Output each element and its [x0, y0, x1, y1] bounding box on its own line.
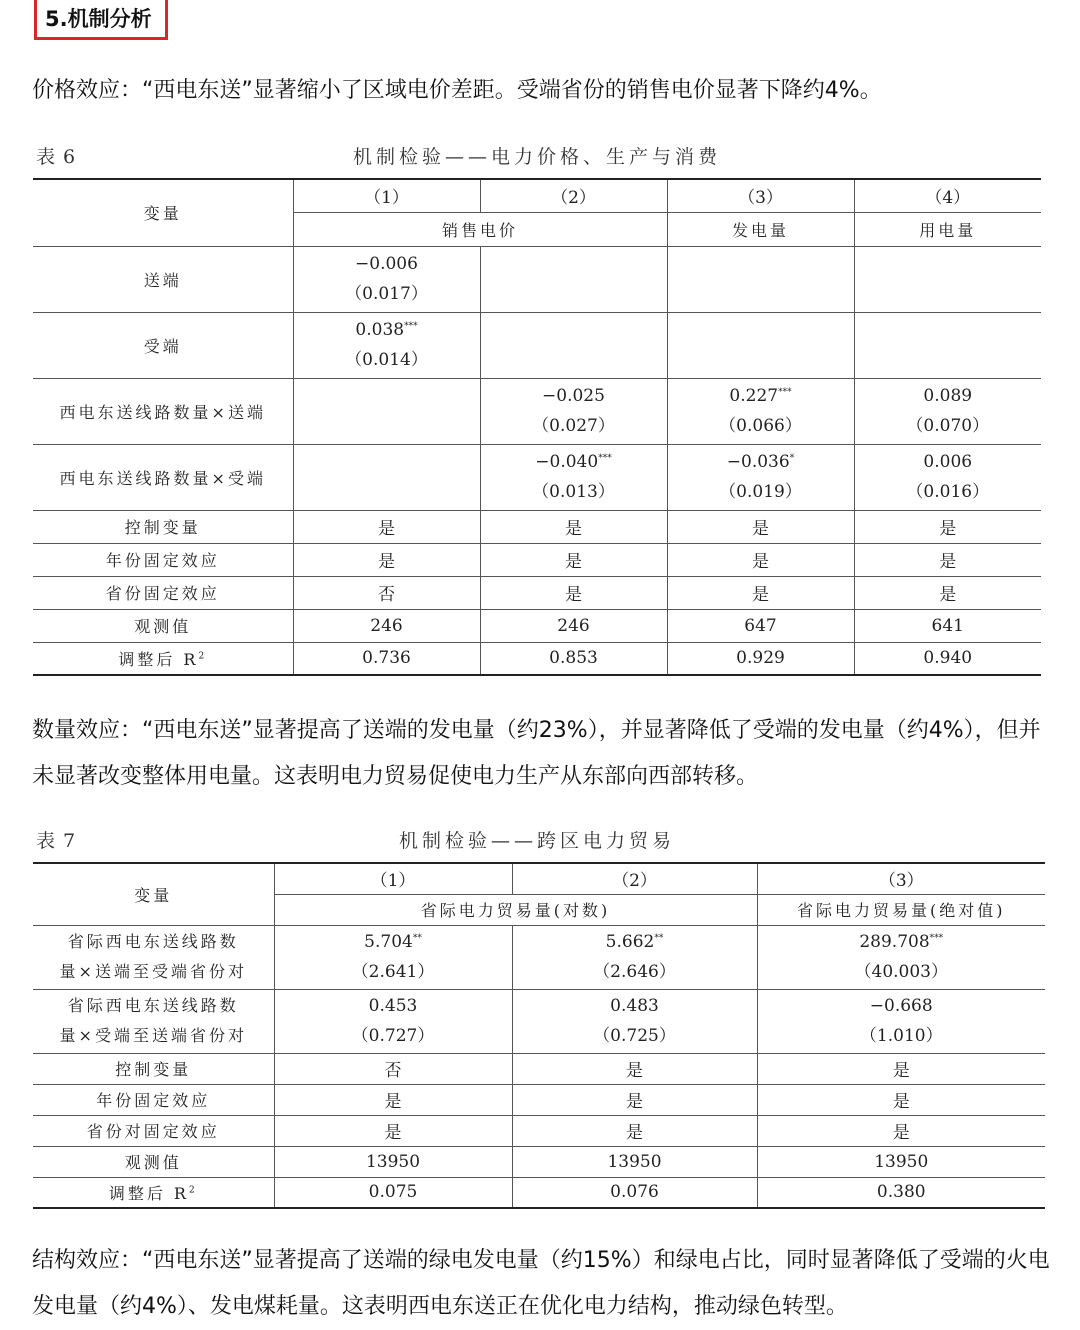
standard-error: （2.641）	[351, 962, 435, 982]
coef-value: −0.036	[726, 452, 790, 472]
row-label-text: 观测值	[134, 617, 192, 636]
value-cell: 是	[512, 1084, 757, 1115]
table7	[33, 862, 1045, 1209]
table6	[33, 178, 1041, 676]
coef-cell	[667, 312, 854, 378]
row-label-text: 年份固定效应	[96, 1091, 211, 1110]
value-cell: 是	[274, 1115, 512, 1146]
value-cell: 0.929	[667, 642, 854, 675]
row-label	[33, 925, 274, 989]
coefficient	[855, 447, 1042, 477]
table6-title: 机制检验——电力价格、生产与消费	[352, 146, 721, 168]
row-label-text: 年份固定效应	[105, 551, 220, 570]
coef-value: −0.040	[535, 452, 599, 472]
row-label-text: 观测值	[124, 1153, 182, 1172]
coef-cell	[757, 925, 1045, 989]
coef-cell	[854, 378, 1041, 444]
table-row	[33, 1053, 1045, 1084]
coefficient	[481, 447, 667, 477]
value-cell: 是	[293, 510, 480, 543]
coefficient	[758, 991, 1046, 1021]
standard-error: （0.016）	[906, 482, 990, 502]
table-row	[33, 1084, 1045, 1115]
coefficient	[513, 991, 757, 1021]
coef-value: 0.483	[610, 996, 659, 1016]
table7-depvar: 省际电力贸易量(对数)	[274, 894, 757, 925]
value-cell: 是	[480, 543, 667, 576]
table7-depvar: 省际电力贸易量(绝对值)	[757, 894, 1045, 925]
coef-cell	[480, 378, 667, 444]
row-label-text: 调整后 R	[118, 649, 199, 669]
value-cell: 246	[293, 609, 480, 642]
coef-value: 5.704	[364, 932, 413, 952]
row-label	[33, 510, 293, 543]
significance-stars: **	[654, 933, 664, 944]
coef-cell	[512, 989, 757, 1053]
coef-cell	[667, 246, 854, 312]
table6-caption	[32, 142, 1042, 172]
row-label: 受端	[33, 312, 293, 378]
coef-stack	[513, 927, 757, 987]
row-label: 西电东送线路数量×受端	[33, 444, 293, 510]
standard-error: （1.010）	[859, 1026, 943, 1046]
significance-stars: **	[412, 933, 422, 944]
coef-cell	[274, 925, 512, 989]
coef-value: −0.025	[542, 386, 605, 406]
coef-cell	[293, 246, 480, 312]
coefficient	[275, 927, 512, 957]
row-label-text: 控制变量	[124, 518, 201, 537]
significance-stars: ***	[778, 387, 792, 398]
coef-cell	[480, 246, 667, 312]
value-cell: 0.853	[480, 642, 667, 675]
row-label: 西电东送线路数量×送端	[33, 378, 293, 444]
coefficient	[668, 447, 854, 477]
table-row	[33, 312, 1041, 378]
value-cell: 0.380	[757, 1177, 1045, 1208]
value-cell: 是	[512, 1115, 757, 1146]
table6-colnum: （1）	[293, 179, 480, 212]
coef-stack	[481, 447, 667, 507]
coefficient	[275, 991, 512, 1021]
coef-stack	[668, 381, 854, 441]
coef-cell	[854, 444, 1041, 510]
coef-stack	[275, 991, 512, 1051]
table6-var-header: 变量	[33, 179, 293, 246]
coef-value: 0.089	[923, 386, 973, 406]
standard-error: （0.725）	[593, 1026, 676, 1046]
row-label	[33, 1146, 274, 1177]
coef-stack	[294, 315, 480, 375]
row-label	[33, 1177, 274, 1208]
value-cell: 是	[667, 510, 854, 543]
value-cell: 是	[274, 1084, 512, 1115]
table7-colnum: （3）	[757, 863, 1045, 894]
table-row	[33, 609, 1041, 642]
value-cell: 是	[854, 576, 1041, 609]
value-cell: 246	[480, 609, 667, 642]
standard-error: （40.003）	[854, 962, 948, 982]
coef-cell	[667, 378, 854, 444]
table7-var-header: 变量	[33, 863, 274, 925]
coef-cell	[293, 444, 480, 510]
significance-stars: *	[789, 453, 795, 464]
table-row	[33, 925, 1045, 989]
superscript: 2	[188, 1185, 198, 1196]
row-label-line: 省际西电东送线路数	[67, 996, 239, 1015]
row-label-text: 调整后 R	[108, 1183, 189, 1203]
table-row	[33, 543, 1041, 576]
section-heading: 5.机制分析	[34, 0, 168, 40]
value-cell: 是	[757, 1053, 1045, 1084]
table6-depvar: 用电量	[854, 212, 1041, 246]
coef-cell	[757, 989, 1045, 1053]
coefficient	[668, 381, 854, 411]
value-cell: 13950	[274, 1146, 512, 1177]
value-cell: 是	[667, 543, 854, 576]
row-label	[33, 609, 293, 642]
value-cell: 0.736	[293, 642, 480, 675]
coef-value: 289.708	[859, 932, 930, 952]
value-cell: 是	[854, 543, 1041, 576]
table6-colnum: （4）	[854, 179, 1041, 212]
table7-title: 机制检验——跨区电力贸易	[398, 830, 675, 852]
coef-value: 0.227	[729, 386, 779, 406]
value-cell: 否	[274, 1053, 512, 1084]
value-cell: 0.940	[854, 642, 1041, 675]
standard-error: （2.646）	[593, 962, 676, 982]
table-row	[33, 576, 1041, 609]
value-cell: 是	[480, 576, 667, 609]
table6-colnum: （3）	[667, 179, 854, 212]
row-label-text: 控制变量	[115, 1060, 192, 1079]
coef-cell	[854, 246, 1041, 312]
coefficient	[294, 249, 480, 279]
price-effect-paragraph: 价格效应：“西电东送”显著缩小了区域电价差距。受端省份的销售电价显著下降约4%。	[32, 78, 882, 103]
table6-depvar: 发电量	[667, 212, 854, 246]
coef-cell	[512, 925, 757, 989]
value-cell: 是	[480, 510, 667, 543]
coef-stack	[855, 447, 1042, 507]
table7-colnum: （1）	[274, 863, 512, 894]
coefficient	[758, 927, 1046, 957]
coef-stack	[513, 991, 757, 1051]
coef-cell	[854, 312, 1041, 378]
coef-value: 0.038	[355, 320, 405, 340]
table-row	[33, 246, 1041, 312]
value-cell: 否	[293, 576, 480, 609]
table6-number: 表 6	[36, 146, 77, 168]
coef-stack	[275, 927, 512, 987]
row-label	[33, 1053, 274, 1084]
standard-error: （0.017）	[345, 284, 428, 304]
coef-stack	[481, 381, 667, 441]
row-label-line: 量×送端至受端省份对	[59, 962, 247, 981]
coef-value: 0.006	[923, 452, 973, 472]
standard-error: （0.727）	[351, 1026, 435, 1046]
coef-cell	[293, 378, 480, 444]
value-cell: 是	[667, 576, 854, 609]
value-cell: 0.075	[274, 1177, 512, 1208]
row-label-line: 量×受端至送端省份对	[59, 1026, 247, 1045]
coefficient	[513, 927, 757, 957]
row-label: 送端	[33, 246, 293, 312]
significance-stars: ***	[404, 321, 418, 332]
row-label	[33, 1115, 274, 1146]
coef-value: −0.006	[355, 254, 418, 274]
row-label	[33, 1084, 274, 1115]
table-row	[33, 444, 1041, 510]
row-label	[33, 576, 293, 609]
coefficient	[294, 315, 480, 345]
coef-value: 5.662	[605, 932, 655, 952]
value-cell: 0.076	[512, 1177, 757, 1208]
value-cell: 是	[757, 1084, 1045, 1115]
coef-stack	[758, 927, 1046, 987]
row-label	[33, 543, 293, 576]
row-label	[33, 642, 293, 675]
table-row	[33, 378, 1041, 444]
standard-error: （0.027）	[532, 416, 615, 436]
significance-stars: ***	[929, 933, 944, 944]
coef-value: 0.453	[368, 996, 418, 1016]
standard-error: （0.014）	[345, 350, 428, 370]
coef-stack	[294, 249, 480, 309]
table-row	[33, 642, 1041, 675]
value-cell: 647	[667, 609, 854, 642]
coef-cell	[274, 989, 512, 1053]
table7-colnum: （2）	[512, 863, 757, 894]
significance-stars: ***	[598, 453, 612, 464]
row-label	[33, 989, 274, 1053]
coef-stack	[758, 991, 1046, 1051]
row-label-line: 省际西电东送线路数	[67, 932, 239, 951]
value-cell: 是	[512, 1053, 757, 1084]
coef-cell	[480, 444, 667, 510]
standard-error: （0.013）	[532, 482, 615, 502]
table7-number: 表 7	[36, 830, 77, 852]
coef-cell	[480, 312, 667, 378]
value-cell: 是	[757, 1115, 1045, 1146]
value-cell: 13950	[757, 1146, 1045, 1177]
structure-effect-paragraph: 结构效应：“西电东送”显著提高了送端的绿电发电量（约15%）和绿电占比，同时显著降低了受端的火电发电量（约4%）、发电煤耗量。这表明西电东送正在优化电力结构，推动绿色转型。	[32, 1248, 1050, 1319]
value-cell: 是	[293, 543, 480, 576]
table-row	[33, 1146, 1045, 1177]
coef-cell	[667, 444, 854, 510]
row-label-text: 省份固定效应	[105, 584, 220, 603]
coef-stack	[668, 447, 854, 507]
coefficient	[481, 381, 667, 411]
row-label-stack	[33, 927, 274, 987]
standard-error: （0.066）	[719, 416, 802, 436]
quantity-effect-paragraph: 数量效应：“西电东送”显著提高了送端的发电量（约23%），并显著降低了受端的发电量（约4%），但并未显著改变整体用电量。这表明电力贸易促使电力生产从东部向西部转移。	[32, 718, 1041, 789]
table-row	[33, 1115, 1045, 1146]
standard-error: （0.070）	[906, 416, 990, 436]
superscript: 2	[198, 651, 208, 662]
table-row	[33, 1177, 1045, 1208]
row-label-stack	[33, 991, 274, 1051]
table-row	[33, 989, 1045, 1053]
coefficient	[855, 381, 1042, 411]
coef-cell	[293, 312, 480, 378]
table6-depvar: 销售电价	[293, 212, 667, 246]
table-row	[33, 510, 1041, 543]
table7-caption	[32, 826, 1042, 856]
coef-value: −0.668	[869, 996, 933, 1016]
standard-error: （0.019）	[719, 482, 802, 502]
value-cell: 641	[854, 609, 1041, 642]
table6-colnum: （2）	[480, 179, 667, 212]
value-cell: 13950	[512, 1146, 757, 1177]
row-label-text: 省份对固定效应	[86, 1122, 220, 1141]
coef-stack	[855, 381, 1042, 441]
value-cell: 是	[854, 510, 1041, 543]
